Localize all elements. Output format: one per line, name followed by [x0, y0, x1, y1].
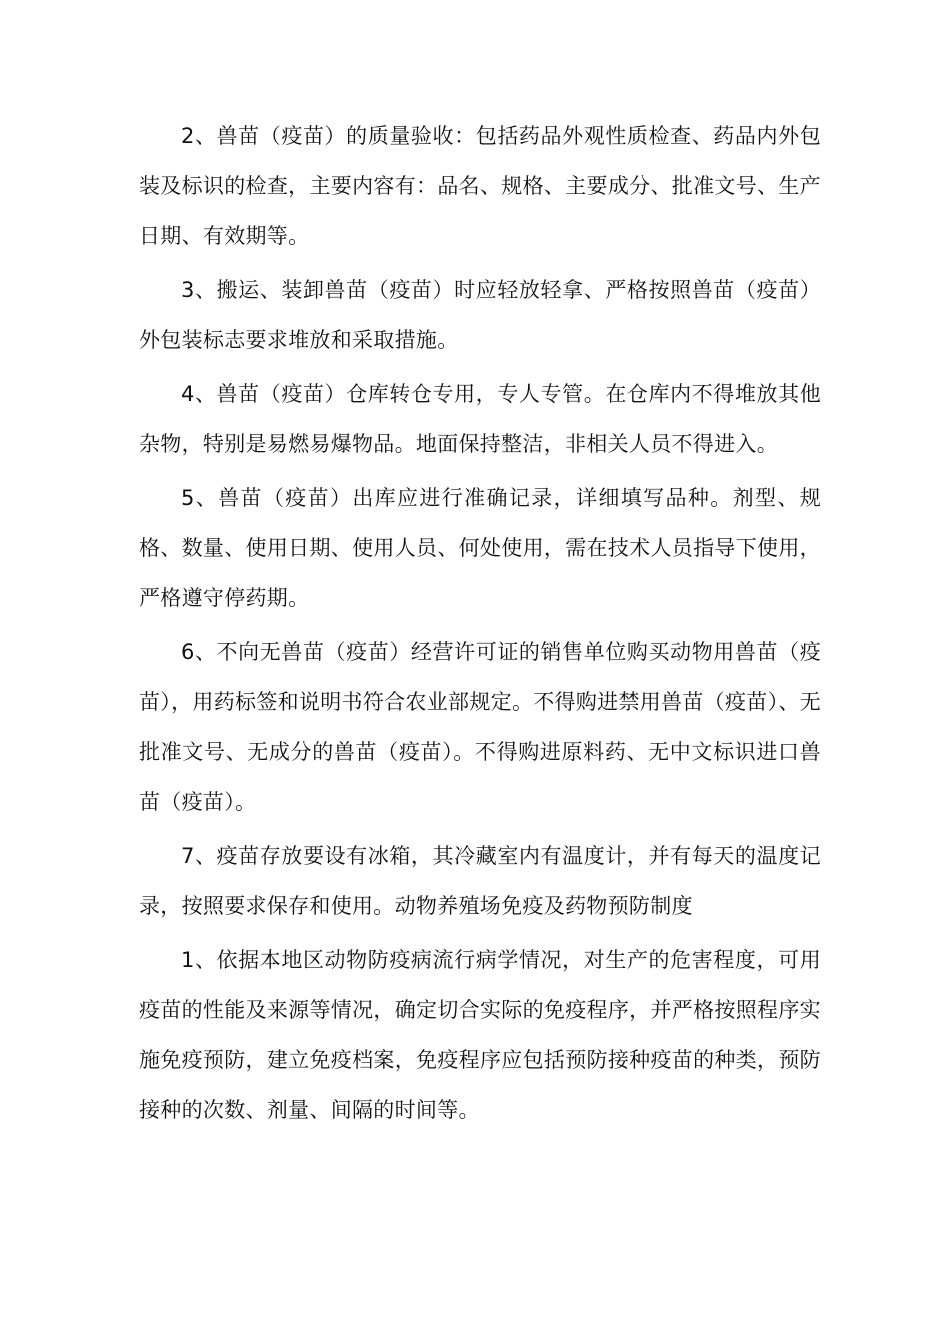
- paragraph-6-purchasing: 6、不向无兽苗（疫苗）经营许可证的销售单位购买动物用兽苗（疫苗），用药标签和说明书符合农业部规定。不得购进禁用兽苗（疫苗）、无批准文号、无成分的兽苗（疫苗）。不得购进原料药、无中文标识进口兽苗（疫苗）。: [139, 640, 821, 814]
- paragraph-7-storage: 7、疫苗存放要设有冰箱，其冷藏室内有温度计，并有每天的温度记录，按照要求保存和使用。动物养殖场免疫及药物预防制度: [139, 844, 821, 918]
- paragraph-5-outbound-record: 5、兽苗（疫苗）出库应进行准确记录，详细填写品种。剂型、规格、数量、使用日期、使用人员、何处使用，需在技术人员指导下使用，严格遵守停药期。: [139, 486, 821, 610]
- paragraph-4-warehouse: 4、兽苗（疫苗）仓库转仓专用，专人专管。在仓库内不得堆放其他杂物，特别是易燃易爆物品。地面保持整洁，非相关人员不得进入。: [139, 382, 821, 456]
- paragraph-1-immunization: 1、依据本地区动物防疫病流行病学情况，对生产的危害程度，可用疫苗的性能及来源等情况，确定切合实际的免疫程序，并严格按照程序实施免疫预防，建立免疫档案，免疫程序应包括预防接种疫苗的种类，预防接种的次数、剂量、间隔的时间等。: [139, 948, 821, 1122]
- paragraph-3-handling: 3、搬运、装卸兽苗（疫苗）时应轻放轻拿、严格按照兽苗（疫苗）外包装标志要求堆放和采取措施。: [139, 278, 821, 352]
- paragraph-2-quality-inspection: 2、兽苗（疫苗）的质量验收：包括药品外观性质检查、药品内外包装及标识的检查，主要内容有：品名、规格、主要成分、批准文号、生产日期、有效期等。: [139, 124, 821, 248]
- document-body: [139, 111, 821, 1139]
